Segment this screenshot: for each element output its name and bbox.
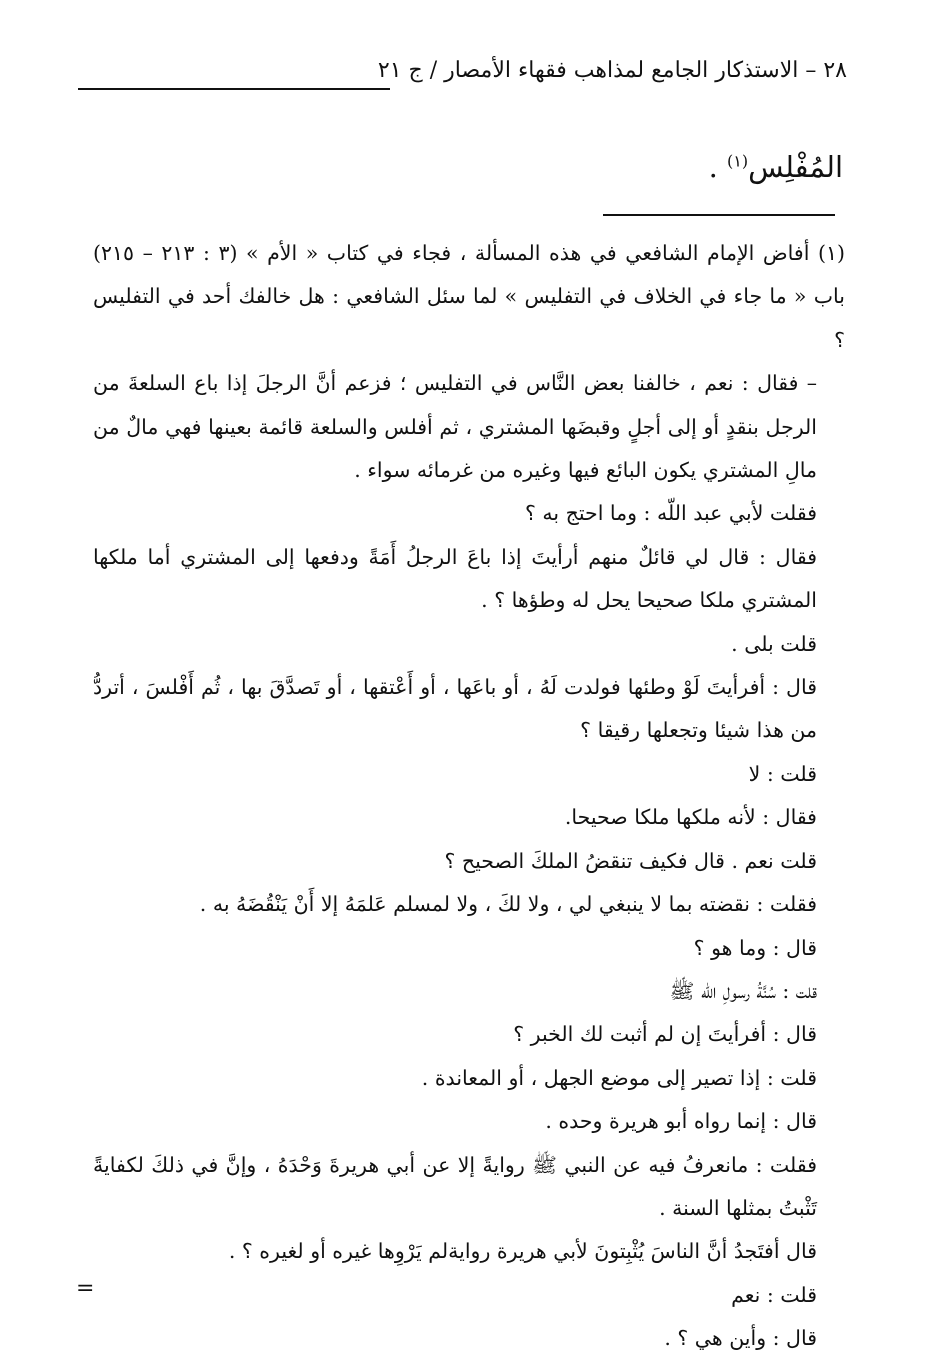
footnote-paragraph: قلت بلى . [731, 631, 817, 656]
footnote-paragraph: (١) أفاض الإمام الشافعي في هذه المسألة ، فجاء في كتاب « الأم » (٣ : ٢١٣ – ٢١٥) باب « ما جاء في الخلاف في التفليس » لما سئل الشافعي : هل خالفك أحد في التفليس ؟ [93, 241, 845, 352]
footnote-paragraph: قلت : لا [748, 761, 817, 786]
footnote-paragraph: – فقال : نعم ، خالفنا بعض النَّاس في التفليس ؛ فزعم أنَّ الرجلَ إذا باع السلعةَ من الرجل بنقدٍ أو إلى أجلٍ وقبضَها المشتري ، ثم أفلس والسلعة قائمة بعينها فهي مالٌ من مالِ المشتري يكون البائع فيها وغيره من غرمائه سواء . [93, 371, 817, 483]
footnote-paragraph: قلت : نعم [731, 1282, 817, 1307]
footnote-paragraph: قال : أفرأيتَ إن لم أثبت لك الخبر ؟ [513, 1022, 817, 1047]
section-title-text: المُفْلِس [748, 150, 843, 184]
running-header: ٢٨ – الاستذكار الجامع لمذاهب فقهاء الأمصار / ج ٢١ [377, 58, 847, 83]
footnote-marker: (١) [727, 151, 749, 171]
footnote-rule [603, 214, 835, 216]
footnote-paragraph: قال : إنما رواه أبو هريرة وحده . [545, 1109, 817, 1134]
footnote-paragraph: قال : أفرأيتَ لَوْ وطئها فولدت لَهُ ، أو باعَها ، أو أَعْتقها ، أو تَصدَّقَ بها ، ثُم أَفْلسَ ، أتردُّ من هذا شيئا وتجعلها رقيقا ؟ [93, 675, 817, 743]
footnote-paragraph: قلت : سُنَّةُ رسولِ اللّه ﷺ [669, 978, 817, 1003]
footnote-paragraph: فقال : قال لي قائلٌ منهم أرأيتَ إذا باعَ الرجلُ أَمَةً ودفعها إلى المشتري أما ملكها المشتري ملكا صحيحا يحل له وطؤها ؟ . [93, 544, 817, 613]
footnote-paragraph: قال : وأين هي ؟ . [664, 1326, 817, 1351]
footnote-paragraph: فقلت : نقضته بما لا ينبغي لي ، ولا لكَ ، ولا لمسلم عَلمَهُ إلا أَنْ يَنْقُضَهُ به . [199, 892, 817, 917]
footnote-paragraph: فقال : لأنه ملكها ملكا صحيحا. [564, 805, 817, 830]
footnote-paragraph: فقلت لأبي عبد اللّه : وما احتج به ؟ [525, 501, 817, 526]
footnote-paragraph: فقلت : مانعرفُ فيه عن النبي ﷺ روايةً إلا عن أبي هريرةَ وَحْدَهُ ، وإنَّ في ذلكَ لكفايةً تَثْبتُ بمثلها السنة . [93, 1152, 817, 1220]
footnote-paragraph: قال أفتَجدُ أنَّ الناسَ يُثْبِتونَ لأبي هريرة روايةلم يَرْوِها غيره أو لغيره ؟ . [228, 1239, 817, 1264]
footnote-paragraph: قلت نعم . قال فكيف تنقضُ الملكَ الصحيح ؟ [444, 848, 817, 873]
section-title [709, 150, 843, 184]
footnote-paragraph: قال : وما هو ؟ [693, 935, 817, 960]
footnote-body [93, 232, 845, 1361]
footnote-paragraph: قلت : إذا تصير إلى موضع الجهل ، أو المعاندة . [421, 1065, 817, 1090]
section-title-end: . [708, 150, 718, 184]
page-end-mark: = [76, 1276, 95, 1301]
header-rule [78, 88, 390, 90]
